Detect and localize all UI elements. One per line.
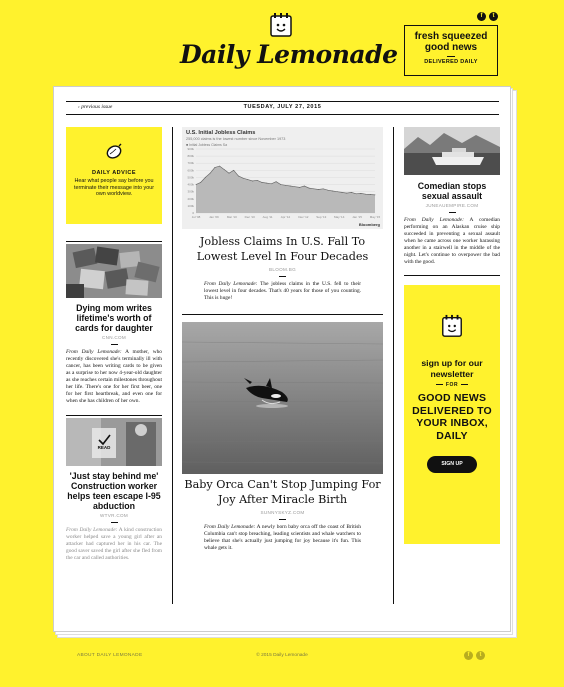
lemonade-mascot-icon	[440, 313, 464, 339]
orca-photo[interactable]	[182, 322, 383, 474]
tagline: fresh squeezed good news	[414, 31, 488, 53]
chart-data-point	[196, 184, 197, 185]
newspaper-page	[53, 86, 511, 632]
chart-data-point	[332, 191, 333, 192]
story-title[interactable]: Jobless Claims In U.S. Fall To Lowest Level In Four Decades	[196, 235, 369, 263]
chart-data-point	[229, 173, 230, 174]
chart-data-point	[290, 186, 291, 187]
chart-y-tick-label: 600k	[187, 168, 194, 173]
story-source[interactable]: WTVR.COM	[100, 513, 128, 518]
story-text: A comedian performing on an Alaskan cruise ship succeeded in preventing a sexual assault when he came across one worker harassing another in a stairwell in the middle of the night. Let's continue to overpower the bad with the good.	[404, 217, 500, 265]
story-title[interactable]: Baby Orca Can't Stop Jumping For Joy After Miracle Birth	[184, 478, 381, 506]
header-social	[477, 12, 498, 21]
section-rule	[66, 241, 162, 242]
story-lead: From Daily Lemonade:	[66, 349, 122, 355]
jobless-claims-chart[interactable]	[182, 127, 383, 229]
chart-legend-label: Initial Jobless Claims Sa	[189, 143, 228, 147]
newsletter-pitch: GOOD NEWS DELIVERED TO YOUR INBOX, DAILY	[412, 392, 492, 442]
chart-x-tick-label: Jul '08	[191, 215, 201, 219]
chart-y-tick-label: 700k	[187, 161, 194, 166]
left-column	[66, 127, 162, 562]
facebook-icon[interactable]: f	[464, 651, 473, 660]
chart-data-point	[214, 167, 215, 168]
story-source[interactable]: SUNNYSKYZ.COM	[260, 510, 305, 515]
chart-data-point	[299, 187, 300, 188]
chart-data-point	[313, 188, 314, 189]
twitter-icon[interactable]: t	[476, 651, 485, 660]
chart-data-point	[370, 194, 371, 195]
daily-advice-box	[66, 127, 162, 224]
previous-issue-link[interactable]: ‹ previous issue	[78, 104, 113, 110]
about-link[interactable]: ABOUT DAILY LEMONADE	[77, 653, 143, 658]
chart-x-tick-label: Dec '12	[298, 215, 309, 219]
mini-divider	[111, 522, 118, 523]
section-rule	[182, 314, 383, 315]
story-body	[66, 527, 162, 562]
section-rule	[66, 415, 162, 416]
chart-data-point	[285, 185, 286, 186]
chart-data-point	[342, 192, 343, 193]
previous-issue-label: previous issue	[81, 104, 113, 110]
chart-series-area	[196, 166, 375, 213]
brand-name: Daily Lemonade	[180, 40, 398, 69]
chart-y-tick-label: 800k	[187, 154, 194, 159]
story-text: A kind construction worker helped save a young girl after an attacker had captured her in his car. The good saver saved the girl after she fled from the car and called authorities.	[66, 527, 162, 561]
chart-data-point	[243, 178, 244, 179]
chart-x-tick-label: Jan '15	[352, 215, 362, 219]
dateline-bar	[66, 101, 499, 115]
newsletter-for-text: FOR	[445, 382, 459, 388]
chart-data-point	[295, 186, 296, 187]
chart-data-point	[375, 195, 376, 196]
lemon-icon	[104, 143, 124, 159]
story-title[interactable]: Dying mom writes lifetime's worth of cards for daughter	[75, 303, 153, 333]
newsletter-signup-box	[404, 285, 500, 544]
chart-x-tick-label: Aug '11	[262, 215, 273, 219]
story-body	[66, 349, 162, 405]
chart-data-point	[210, 173, 211, 174]
story-source[interactable]: BLOOM.BG	[269, 267, 296, 272]
tagline-sub: DELIVERED DAILY	[424, 59, 478, 65]
story-lead: From Daily Lemonade:	[404, 217, 464, 223]
chart-y-tick-label: 300k	[187, 189, 194, 194]
issue-date: TUESDAY, JULY 27, 2015	[243, 104, 322, 110]
sign-up-button[interactable]: SIGN UP	[427, 456, 477, 473]
section-rule	[404, 275, 500, 276]
footer-social	[464, 651, 485, 660]
chart-data-point	[351, 192, 352, 193]
chart-x-tick-label: Sep '13	[316, 215, 327, 219]
chart-data-point	[337, 191, 338, 192]
chart-data-point	[219, 166, 220, 167]
column-divider	[393, 127, 394, 604]
chart-subtitle: 255,000 claims is the lowest number since November 1973	[186, 137, 286, 141]
cards-photo[interactable]	[66, 244, 162, 298]
story-lead: From Daily Lemonade:	[204, 281, 258, 287]
cruise-ship-photo-art	[404, 127, 500, 175]
story-text: A mother, who recently discovered she's terminally ill with cancer, has been writing cards to be given as a surprise to her now 4-year-old daughter as she reaches certain milestones throughout her life. There's one for her first beer, one for her first heartbreak, and even one for when she has children of her own.	[66, 349, 162, 404]
story-body	[182, 281, 383, 302]
column-divider	[172, 127, 173, 604]
cruise-ship-photo[interactable]	[404, 127, 500, 175]
twitter-icon[interactable]: t	[489, 12, 498, 21]
chart-data-point	[304, 186, 305, 187]
chart-data-point	[200, 182, 201, 183]
story-lead: From Daily Lemonade:	[204, 524, 256, 530]
mini-divider	[449, 212, 456, 213]
story-body	[182, 524, 383, 552]
chart-data-point	[252, 181, 253, 182]
chart-data-point	[365, 194, 366, 195]
chart-data-point	[266, 183, 267, 184]
mini-divider	[279, 276, 286, 277]
advice-text: Hear what people say before you terminate their message into your own worldview.	[74, 178, 154, 197]
story-body	[404, 217, 500, 266]
chart-data-point	[309, 188, 310, 189]
middle-column	[182, 127, 383, 552]
chart-x-tick-label: May '14	[333, 215, 345, 219]
chart-data-point	[262, 182, 263, 183]
chart-title: U.S. Initial Jobless Claims	[186, 130, 256, 136]
story-source[interactable]: CNN.COM	[101, 335, 127, 340]
chart-y-tick-label: 0	[192, 211, 194, 215]
newsletter-for-label	[404, 382, 500, 388]
mini-divider	[279, 519, 286, 520]
mini-divider	[111, 344, 118, 345]
tagline-box	[404, 25, 498, 76]
story-title[interactable]: 'Just stay behind me' Construction worker helps teen escape I-95 abduction	[67, 471, 161, 511]
chart-data-point	[238, 176, 239, 177]
chart-y-tick-label: 500k	[187, 175, 194, 180]
chart-data-point	[346, 193, 347, 194]
chart-data-point	[247, 179, 248, 180]
copyright: © 2015 Daily Lemonade	[256, 653, 308, 658]
chart-y-tick-label: 400k	[187, 182, 194, 187]
chart-data-point	[276, 181, 277, 182]
tagline-divider	[447, 56, 455, 57]
chart-x-tick-label: May '15	[369, 215, 381, 219]
chart-data-point	[356, 193, 357, 194]
chart-data-point	[361, 193, 362, 194]
chart-x-tick-label: Jan '09	[209, 215, 219, 219]
story-title[interactable]: Comedian stops sexual assault	[417, 181, 487, 201]
logo[interactable]	[180, 12, 398, 82]
lemonade-mascot-icon	[268, 12, 294, 38]
cards-photo-art	[66, 244, 162, 298]
chart-data-point	[328, 190, 329, 191]
construction-photo[interactable]	[66, 418, 162, 466]
chart-data-point	[233, 170, 234, 171]
chart-plot	[182, 127, 383, 229]
newsletter-heading: sign up for our newsletter	[421, 358, 483, 379]
orca-photo-art	[182, 322, 383, 474]
story-source[interactable]: JUNEAUEMPIRE.COM	[425, 203, 479, 208]
chart-y-tick-label: 200k	[187, 196, 194, 201]
story-text: The jobless claims in the U.S. fell to their lowest level in four decades. That's 40 years for those of you counting. This is huge!	[204, 281, 362, 301]
facebook-icon[interactable]: f	[477, 12, 486, 21]
story-text: A newly born baby orca off the coast of British Columbia can't stop breaching, leading scientists and whale watchers to believe that she's actually just jumping for joy because it's fun. This whale gets it.	[204, 524, 362, 551]
chart-legend: ■ Initial Jobless Claims Sa	[186, 143, 228, 147]
chart-x-tick-label: Mar '10	[226, 215, 237, 219]
chart-data-point	[323, 188, 324, 189]
chart-data-point	[224, 169, 225, 170]
chart-y-tick-label: 900k	[187, 147, 194, 151]
story-lead: From Daily Lemonade:	[66, 527, 118, 533]
chart-data-point	[318, 189, 319, 190]
chart-data-point	[280, 184, 281, 185]
advice-title: DAILY ADVICE	[91, 170, 136, 176]
chart-x-tick-label: Apr '12	[280, 215, 291, 219]
chart-source: Bloomberg	[358, 222, 380, 227]
construction-photo-art	[66, 418, 162, 466]
chart-y-tick-label: 100k	[187, 203, 194, 208]
right-column	[404, 127, 500, 544]
chart-data-point	[271, 183, 272, 184]
read-badge: READ	[97, 445, 111, 450]
chart-x-tick-label: Dec '10	[244, 215, 255, 219]
chart-data-point	[257, 180, 258, 181]
chart-data-point	[205, 177, 206, 178]
